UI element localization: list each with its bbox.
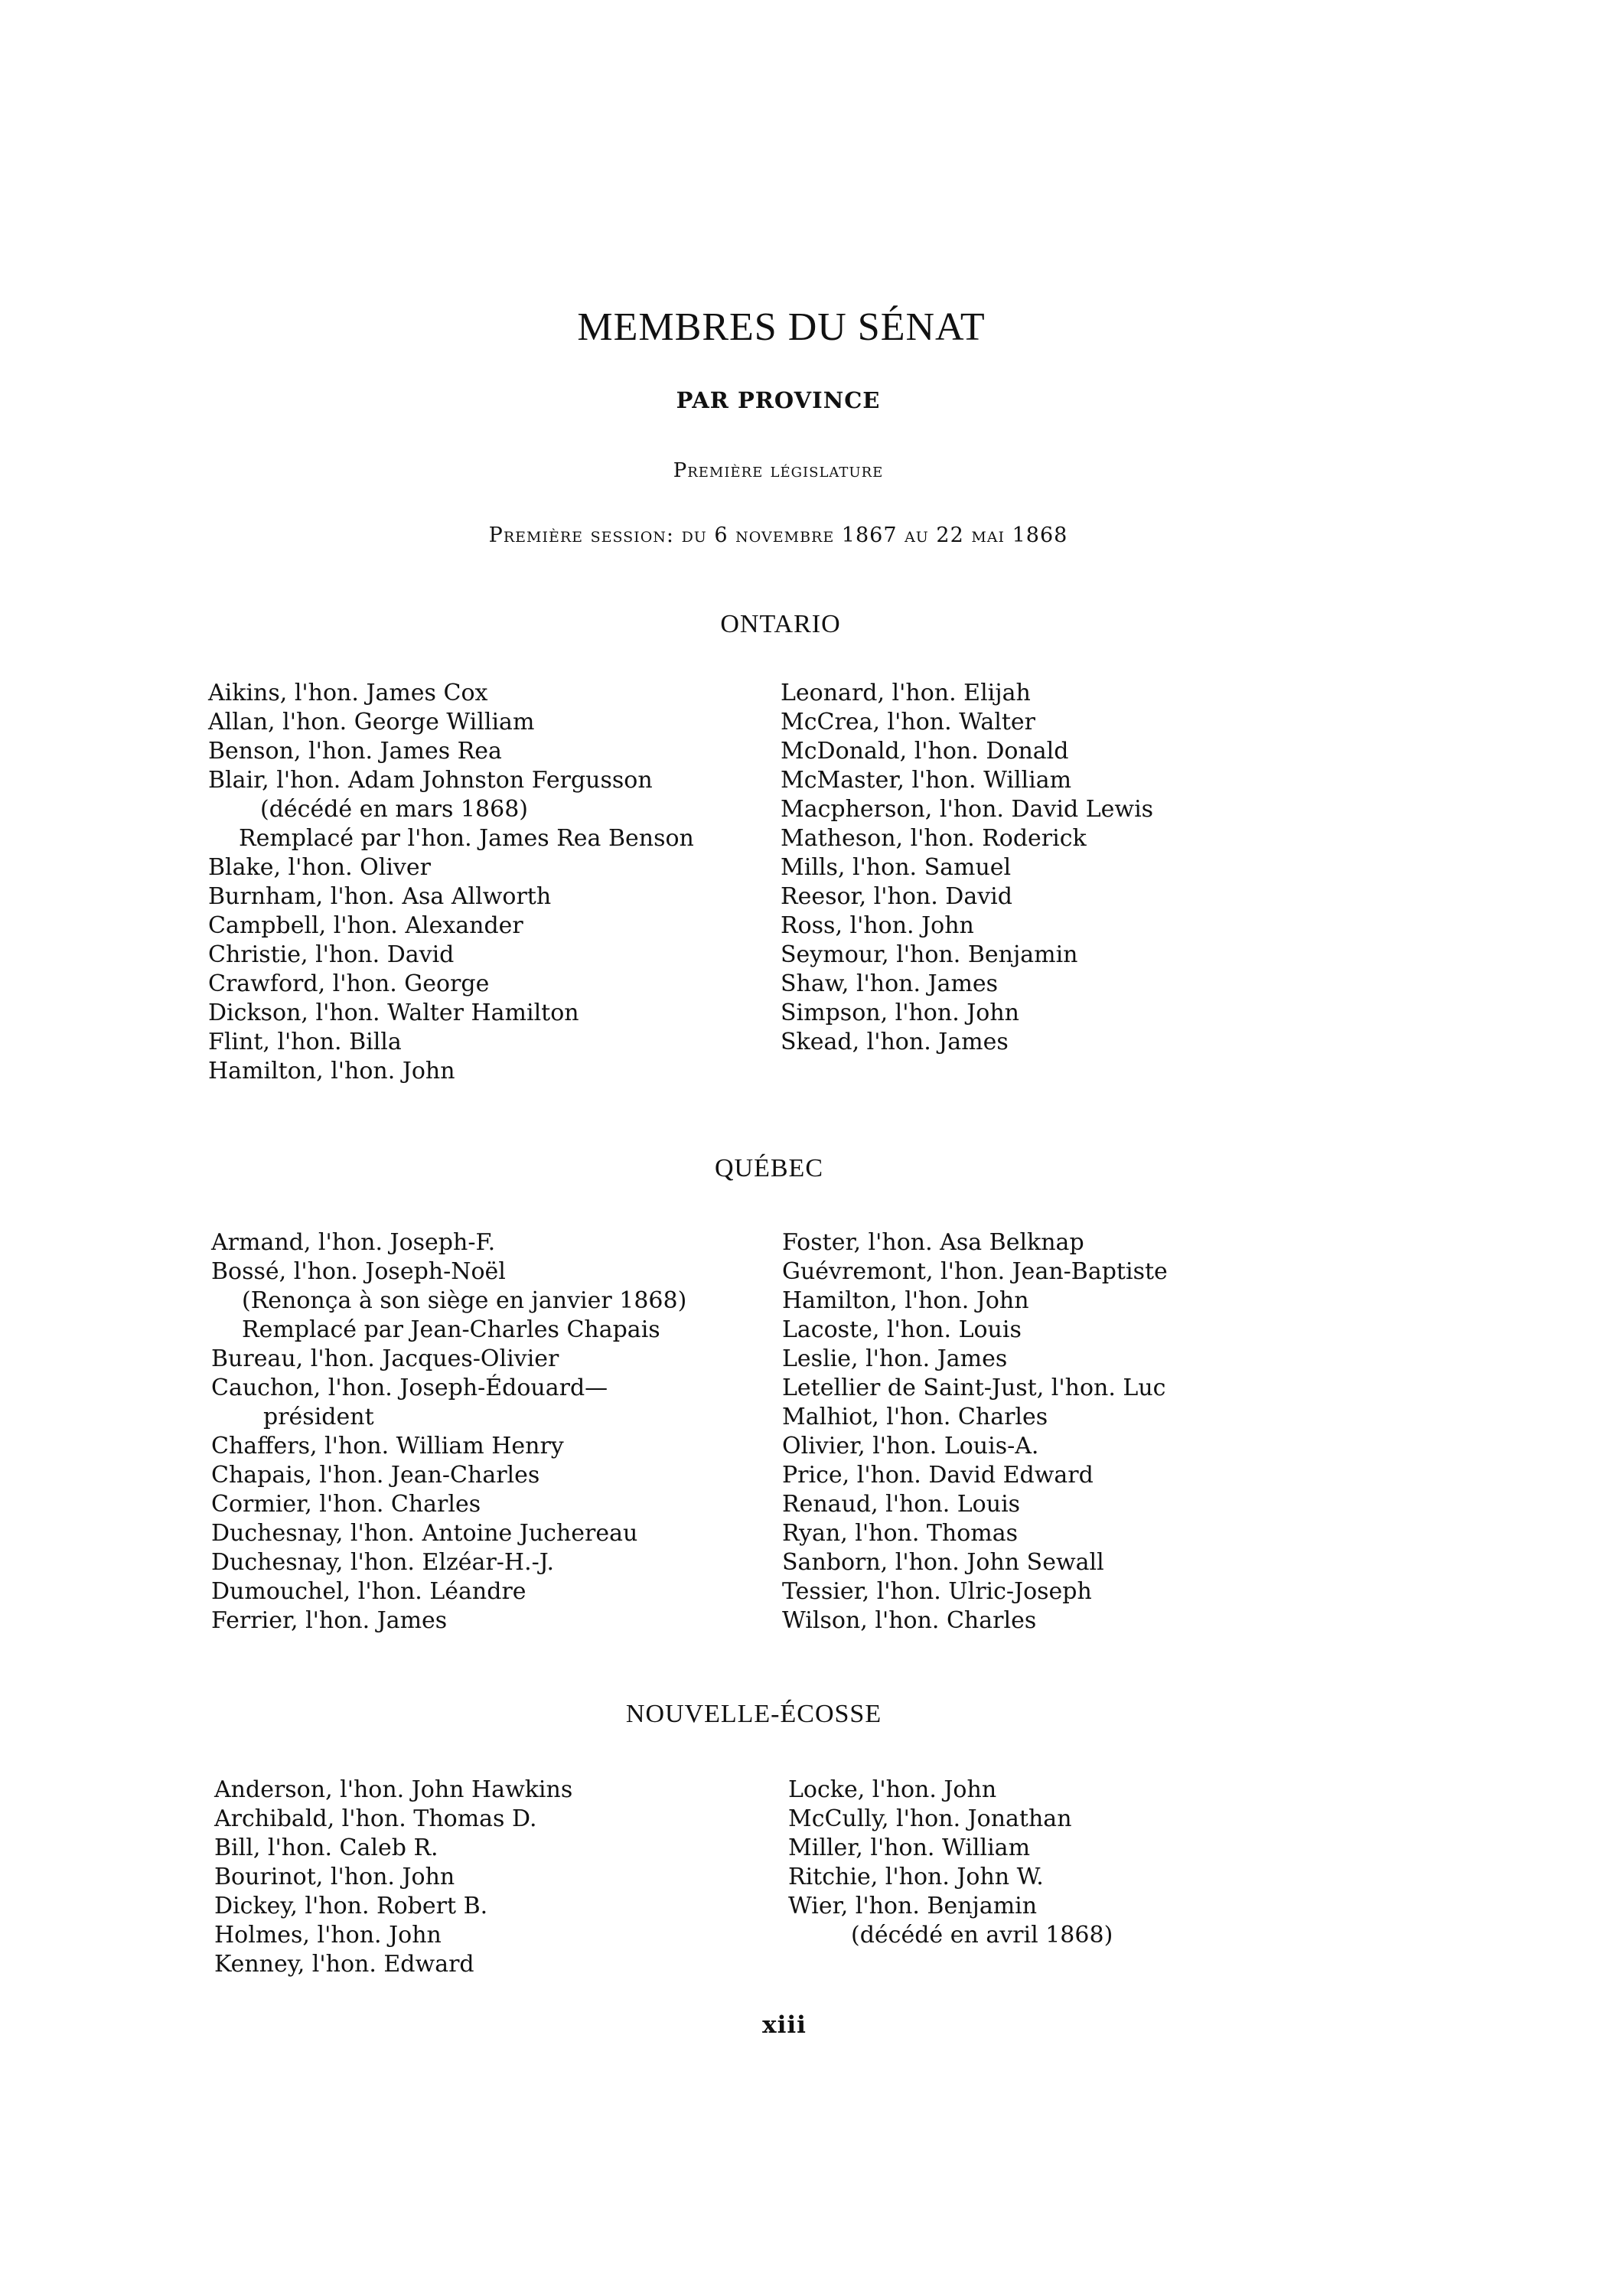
senator-entry: Lacoste, l'hon. Louis: [782, 1316, 1022, 1343]
senator-entry: Ferrier, l'hon. James: [211, 1607, 448, 1634]
senator-entry: Reesor, l'hon. David: [781, 883, 1012, 910]
senator-entry: McDonald, l'hon. Donald: [781, 738, 1069, 765]
senator-entry: Bureau, l'hon. Jacques-Olivier: [211, 1345, 559, 1372]
senator-entry: McCrea, l'hon. Walter: [781, 709, 1036, 735]
senator-entry: Matheson, l'hon. Roderick: [781, 825, 1087, 852]
province-heading-nouvelle-ecosse: NOUVELLE-ÉCOSSE: [625, 1700, 882, 1728]
senator-entry: Duchesnay, l'hon. Elzéar-H.-J.: [211, 1549, 554, 1576]
senator-entry: Leonard, l'hon. Elijah: [781, 680, 1031, 706]
senator-entry: Seymour, l'hon. Benjamin: [781, 941, 1078, 968]
senator-entry: Bill, l'hon. Caleb R.: [214, 1835, 438, 1861]
senator-entry: Skead, l'hon. James: [781, 1029, 1009, 1055]
senator-entry: McCully, l'hon. Jonathan: [788, 1805, 1072, 1832]
senator-entry: Shaw, l'hon. James: [781, 970, 999, 997]
senator-note: (Renonça à son siège en janvier 1868): [242, 1287, 687, 1314]
senator-entry: Olivier, l'hon. Louis-A.: [782, 1433, 1039, 1459]
province-heading-quebec: QUÉBEC: [715, 1154, 823, 1182]
senator-entry: Leslie, l'hon. James: [782, 1345, 1008, 1372]
senator-entry: Dickey, l'hon. Robert B.: [214, 1893, 488, 1919]
senator-entry: Allan, l'hon. George William: [208, 709, 535, 735]
senator-entry: Locke, l'hon. John: [788, 1776, 997, 1803]
senator-entry: Kenney, l'hon. Edward: [214, 1951, 474, 1978]
senator-entry: Malhiot, l'hon. Charles: [782, 1404, 1048, 1430]
page-subtitle: PAR PROVINCE: [676, 387, 881, 413]
senator-entry: Tessier, l'hon. Ulric-Joseph: [782, 1578, 1092, 1605]
senator-entry: Wier, l'hon. Benjamin: [788, 1893, 1038, 1919]
senator-note: Remplacé par Jean-Charles Chapais: [242, 1316, 660, 1343]
senator-entry: Chapais, l'hon. Jean-Charles: [211, 1462, 540, 1489]
senator-entry: Blake, l'hon. Oliver: [208, 854, 431, 881]
nouvelle-ecosse-right-column: [788, 1776, 1113, 1950]
senator-entry: Dumouchel, l'hon. Léandre: [211, 1578, 526, 1605]
senator-note: (décédé en avril 1868): [851, 1922, 1113, 1949]
quebec-left-column: [211, 1228, 686, 1636]
ontario-right-column: [781, 679, 1153, 1057]
senator-entry: Bourinot, l'hon. John: [214, 1864, 455, 1890]
senator-note: président: [263, 1404, 374, 1430]
senator-entry: Holmes, l'hon. John: [214, 1922, 442, 1949]
senator-entry: Anderson, l'hon. John Hawkins: [214, 1776, 573, 1803]
senator-entry: Flint, l'hon. Billa: [208, 1029, 402, 1055]
senator-entry: Campbell, l'hon. Alexander: [208, 912, 523, 939]
senator-entry: Armand, l'hon. Joseph-F.: [211, 1229, 496, 1256]
senator-entry: Duchesnay, l'hon. Antoine Juchereau: [211, 1520, 638, 1547]
senator-entry: Blair, l'hon. Adam Johnston Fergusson: [208, 767, 653, 794]
page-title: MEMBRES DU SÉNAT: [577, 305, 986, 349]
senator-note: Remplacé par l'hon. James Rea Benson: [239, 825, 694, 852]
senator-entry: Ryan, l'hon. Thomas: [782, 1520, 1019, 1547]
senator-entry: Wilson, l'hon. Charles: [782, 1607, 1037, 1634]
ontario-left-column: [208, 679, 694, 1086]
senator-entry: Letellier de Saint-Just, l'hon. Luc: [782, 1375, 1166, 1401]
senator-entry: Chaffers, l'hon. William Henry: [211, 1433, 564, 1459]
senator-entry: Burnham, l'hon. Asa Allworth: [208, 883, 552, 910]
senator-entry: Macpherson, l'hon. David Lewis: [781, 796, 1154, 823]
senator-entry: Archibald, l'hon. Thomas D.: [214, 1805, 537, 1832]
senator-entry: Bossé, l'hon. Joseph-Noël: [211, 1258, 506, 1285]
quebec-right-column: [782, 1228, 1168, 1636]
legislature-heading: Première législature: [673, 459, 884, 482]
senator-entry: Crawford, l'hon. George: [208, 970, 490, 997]
senator-note: (décédé en mars 1868): [260, 796, 528, 823]
senator-entry: Aikins, l'hon. James Cox: [208, 680, 488, 706]
senator-entry: Foster, l'hon. Asa Belknap: [782, 1229, 1084, 1256]
senator-entry: Cormier, l'hon. Charles: [211, 1491, 481, 1518]
senator-entry: Renaud, l'hon. Louis: [782, 1491, 1021, 1518]
senator-entry: Ross, l'hon. John: [781, 912, 974, 939]
senator-entry: Ritchie, l'hon. John W.: [788, 1864, 1044, 1890]
senator-entry: McMaster, l'hon. William: [781, 767, 1072, 794]
senator-entry: Sanborn, l'hon. John Sewall: [782, 1549, 1104, 1576]
senator-entry: Simpson, l'hon. John: [781, 1000, 1019, 1026]
senator-entry: Dickson, l'hon. Walter Hamilton: [208, 1000, 579, 1026]
senator-entry: Mills, l'hon. Samuel: [781, 854, 1012, 881]
senator-entry: Cauchon, l'hon. Joseph-Édouard—: [211, 1375, 608, 1401]
senator-entry: Price, l'hon. David Edward: [782, 1462, 1094, 1489]
senator-entry: Hamilton, l'hon. John: [782, 1287, 1029, 1314]
senator-entry: Miller, l'hon. William: [788, 1835, 1031, 1861]
session-heading: Première session: du 6 novembre 1867 au 22 mai 1868: [488, 523, 1068, 547]
nouvelle-ecosse-left-column: [214, 1776, 572, 1979]
page-number: xiii: [762, 2011, 807, 2039]
senator-entry: Christie, l'hon. David: [208, 941, 455, 968]
senator-entry: Guévremont, l'hon. Jean-Baptiste: [782, 1258, 1168, 1285]
senator-entry: Benson, l'hon. James Rea: [208, 738, 502, 765]
senator-entry: Hamilton, l'hon. John: [208, 1058, 455, 1084]
province-heading-ontario: ONTARIO: [720, 610, 841, 638]
